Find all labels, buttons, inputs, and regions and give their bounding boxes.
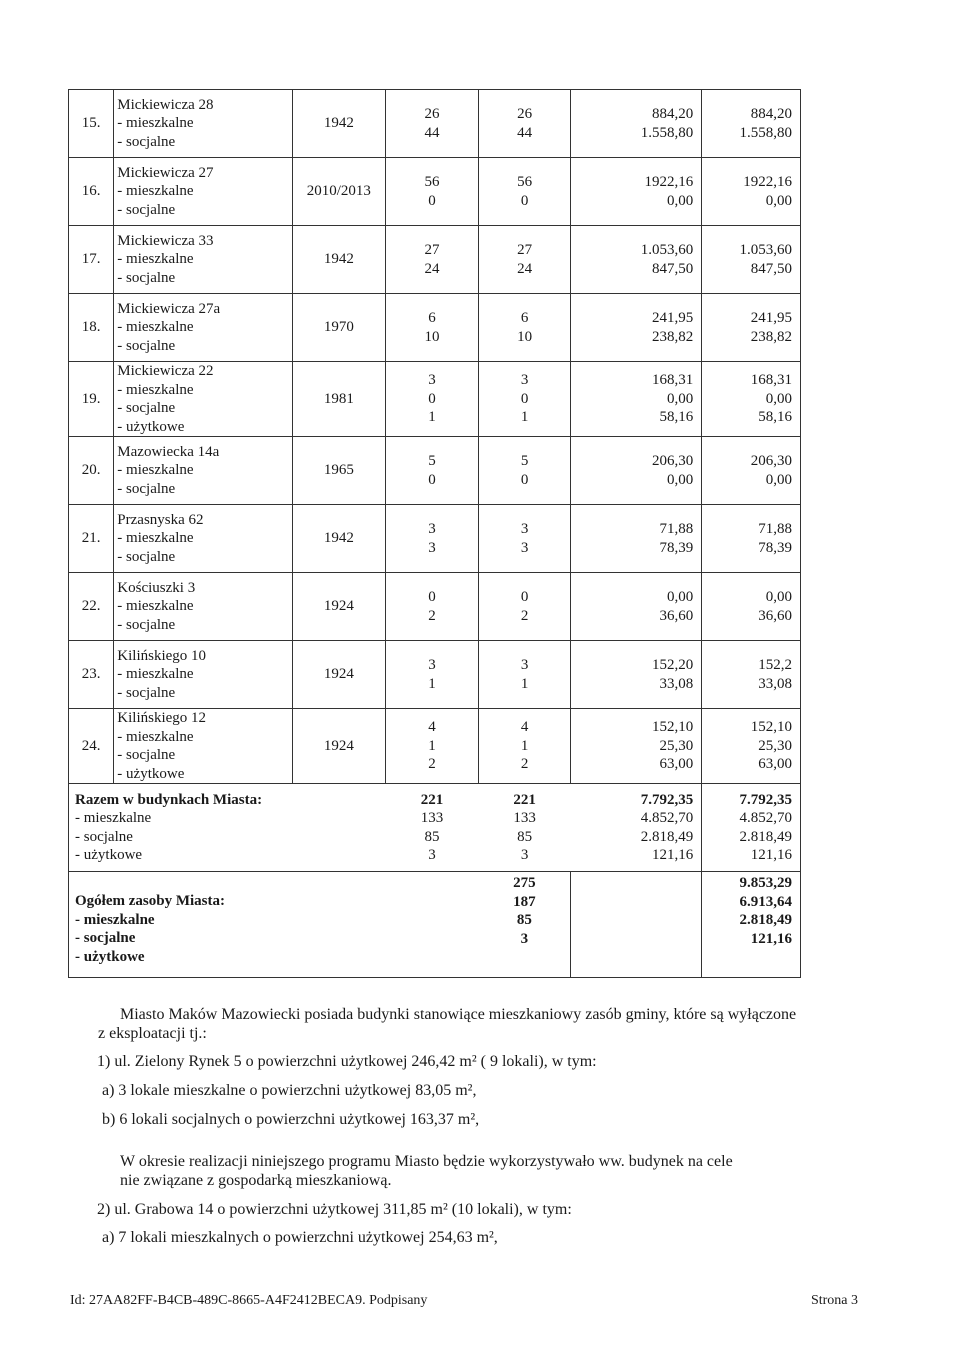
cell-line: 7.792,35 [640, 791, 694, 808]
cell-line: - socjalne [117, 616, 176, 633]
cell-line: 71,88 [659, 521, 694, 537]
cell-line: 1 [520, 675, 529, 692]
table-row [69, 437, 801, 505]
cell-line: - użytkowe [117, 765, 185, 782]
cell-line: 3 [520, 372, 529, 389]
units-count-2 [478, 573, 571, 641]
row-number: 19. [69, 362, 114, 437]
build-year: 1942 [292, 90, 386, 158]
housing-table [68, 89, 801, 978]
cell-line: Mickiewicza 27a [117, 300, 221, 317]
area [571, 226, 702, 294]
cell-line: - mieszkalne [117, 666, 194, 683]
total-item: - socjalne [75, 930, 136, 946]
area [571, 573, 702, 641]
cell-line: 26 [517, 106, 533, 122]
housing-table-body [69, 90, 801, 978]
cell-line: 884,20 [750, 106, 792, 122]
list-item-1a: a) 3 lokale mieszkalne o powierzchni użytkowej 83,05 m², [102, 1082, 477, 1099]
cell-line: - mieszkalne [117, 183, 194, 200]
cell-line: 0 [428, 192, 436, 209]
cell-line: 24 [424, 260, 440, 277]
units-count-2 [478, 90, 571, 158]
cell-line: 133 [420, 810, 444, 826]
cell-line: - użytkowe [117, 418, 185, 435]
cell-line: 0 [428, 471, 436, 488]
units-count [386, 362, 479, 437]
cell-line: 1 [520, 409, 529, 426]
summary-area-2 [702, 784, 801, 872]
cell-line: 0,00 [765, 192, 792, 209]
cell-line: 71,88 [758, 521, 792, 537]
cell-line: 1 [428, 737, 436, 754]
area-2 [702, 226, 801, 294]
paragraph-note [120, 1152, 868, 1190]
total-title: Ogółem zasoby Miasta: [75, 893, 225, 909]
units-count-2 [478, 437, 571, 505]
paragraph-intro-line2: z eksploatacji tj.: [98, 1025, 207, 1042]
summary-units-2 [478, 784, 571, 872]
building-name [114, 226, 292, 294]
units-count [386, 505, 479, 573]
cell-line: 27 [424, 242, 440, 258]
build-year: 1981 [292, 362, 386, 437]
build-year: 1924 [292, 709, 386, 784]
units-count-2 [478, 709, 571, 784]
area-2 [702, 505, 801, 573]
building-name [114, 709, 292, 784]
cell-line: 847,50 [652, 260, 694, 277]
table-row [69, 641, 801, 709]
cell-line: 3 [520, 521, 529, 537]
cell-line: - socjalne [117, 480, 176, 497]
build-year: 1924 [292, 573, 386, 641]
cell-line: - mieszkalne [117, 319, 194, 336]
cell-line: 0,00 [667, 192, 694, 209]
cell-line: 221 [420, 791, 444, 808]
table-row [69, 90, 801, 158]
build-year: 1970 [292, 294, 386, 362]
cell-line: 33,08 [659, 675, 694, 692]
row-number: 20. [69, 437, 114, 505]
area [571, 362, 702, 437]
cell-line: 6 [520, 310, 529, 326]
page-number: Strona 3 [810, 1293, 858, 1308]
table-row [69, 362, 801, 437]
cell-line: 0,00 [765, 390, 792, 407]
cell-line: 3 [428, 657, 436, 673]
cell-line: 3 [428, 372, 436, 389]
units-count [386, 226, 479, 294]
table-row [69, 158, 801, 226]
total-area-empty [571, 872, 702, 978]
area [571, 505, 702, 573]
cell-line: 121,16 [750, 847, 792, 863]
cell-line: 58,16 [758, 409, 792, 426]
cell-line: - mieszkalne [117, 462, 194, 479]
cell-line: - mieszkalne [117, 115, 194, 132]
cell-line: 187 [513, 893, 536, 910]
cell-line: 2 [428, 756, 436, 773]
cell-line: 10 [517, 328, 533, 345]
cell-line: 1 [428, 675, 436, 692]
units-count-2 [478, 294, 571, 362]
cell-line: 1922,16 [644, 174, 694, 190]
cell-line: 0,00 [765, 471, 792, 488]
cell-line: - socjalne [117, 400, 176, 416]
cell-line: Kilińskiego 10 [117, 647, 207, 664]
units-count [386, 294, 479, 362]
cell-line: 4 [428, 719, 436, 736]
document-id: Id: 27AA82FF-B4CB-489C-8665-A4F2412BECA9. Podpisany [70, 1293, 428, 1308]
cell-line: 36,60 [758, 607, 792, 624]
row-number: 17. [69, 226, 114, 294]
cell-line: 0 [520, 192, 529, 209]
building-name [114, 294, 292, 362]
row-number: 18. [69, 294, 114, 362]
cell-line: 0 [520, 589, 529, 605]
row-number: 21. [69, 505, 114, 573]
row-number: 22. [69, 573, 114, 641]
area [571, 709, 702, 784]
cell-line: 0,00 [667, 589, 694, 605]
cell-line: 3 [520, 930, 529, 947]
cell-line: 1 [428, 409, 436, 426]
list-item-1b: b) 6 lokali socjalnych o powierzchni użytkowej 163,37 m², [102, 1111, 480, 1128]
cell-line: Kilińskiego 12 [117, 710, 207, 726]
cell-line: 33,08 [758, 675, 792, 692]
cell-line: 3 [520, 657, 529, 673]
row-number: 24. [69, 709, 114, 784]
cell-line: Kościuszki 3 [117, 579, 196, 596]
cell-line: 2 [520, 607, 529, 624]
units-count [386, 437, 479, 505]
summary-row-city-buildings [69, 784, 801, 872]
area [571, 641, 702, 709]
cell-line: 1 [520, 737, 529, 754]
cell-line: 1.053,60 [739, 242, 792, 258]
table-row [69, 709, 801, 784]
cell-line: 44 [517, 124, 533, 141]
cell-line: - mieszkalne [117, 381, 194, 398]
row-number: 23. [69, 641, 114, 709]
cell-line: 133 [513, 810, 536, 826]
table-row [69, 294, 801, 362]
area [571, 90, 702, 158]
units-count [386, 90, 479, 158]
cell-line: - socjalne [117, 747, 176, 763]
cell-line: 3 [428, 847, 436, 863]
table-row [69, 573, 801, 641]
build-year: 1942 [292, 226, 386, 294]
units-count-2 [478, 226, 571, 294]
cell-line: 238,82 [750, 328, 792, 345]
cell-line: Mazowiecka 14a [117, 443, 220, 460]
cell-line: - mieszkalne [117, 598, 194, 615]
cell-line: 0 [520, 471, 529, 488]
cell-line: - socjalne [117, 269, 176, 286]
building-name [114, 158, 292, 226]
cell-line: 0 [520, 390, 529, 407]
cell-line: 56 [424, 174, 440, 190]
units-count-2 [478, 641, 571, 709]
cell-line: 847,50 [750, 260, 792, 277]
cell-line: 121,16 [750, 930, 792, 947]
cell-line: - mieszkalne [75, 810, 152, 826]
cell-line: 3 [520, 847, 529, 863]
cell-line: 1.558,80 [739, 124, 792, 141]
cell-line: - socjalne [75, 828, 133, 845]
units-count-2 [478, 505, 571, 573]
area [571, 294, 702, 362]
cell-line: - użytkowe [75, 847, 143, 863]
cell-line: 4.852,70 [640, 810, 694, 826]
units-count [386, 709, 479, 784]
cell-line: 26 [424, 106, 440, 122]
summary-title: Razem w budynkach Miasta: [75, 791, 263, 808]
area [571, 158, 702, 226]
area-2 [702, 158, 801, 226]
cell-line: 0,00 [667, 471, 694, 488]
units-count-2 [478, 362, 571, 437]
cell-line: 3 [428, 521, 436, 537]
cell-line: - socjalne [117, 684, 176, 701]
units-count [386, 641, 479, 709]
cell-line: - socjalne [117, 337, 176, 354]
cell-line: 58,16 [659, 409, 694, 426]
cell-line: 56 [517, 174, 533, 190]
building-name [114, 90, 292, 158]
cell-line: Mickiewicza 27 [117, 164, 214, 181]
cell-line: 152,20 [652, 657, 694, 673]
table-row [69, 505, 801, 573]
cell-line: 44 [424, 124, 440, 141]
cell-line: Mickiewicza 22 [117, 363, 214, 379]
cell-line: 85 [516, 912, 532, 928]
summary-area [571, 784, 702, 872]
area-2 [702, 641, 801, 709]
cell-line: - socjalne [117, 548, 176, 565]
cell-line: 2 [520, 756, 529, 773]
area-2 [702, 90, 801, 158]
cell-line: 24 [517, 260, 533, 277]
building-name [114, 362, 292, 437]
cell-line: 206,30 [750, 453, 792, 469]
list-item-2: 2) ul. Grabowa 14 o powierzchni użytkowej 311,85 m² (10 lokali), w tym: [97, 1201, 572, 1218]
cell-line: 3 [428, 539, 436, 556]
build-year: 2010/2013 [292, 158, 386, 226]
summary-units [386, 784, 479, 872]
paragraph-intro [98, 1005, 880, 1043]
units-count [386, 158, 479, 226]
cell-line: 2.818,49 [739, 912, 792, 928]
cell-line: 121,16 [652, 847, 694, 863]
cell-line: 1.053,60 [640, 242, 694, 258]
building-name [114, 437, 292, 505]
build-year: 1924 [292, 641, 386, 709]
building-name [114, 573, 292, 641]
cell-line: 27 [517, 242, 533, 258]
cell-line: - mieszkalne [117, 251, 194, 268]
cell-line: Mickiewicza 28 [117, 96, 214, 113]
cell-line: Mickiewicza 33 [117, 232, 214, 249]
cell-line: 85 [424, 828, 440, 845]
building-name [114, 505, 292, 573]
cell-line: - mieszkalne [117, 530, 194, 547]
cell-line: 238,82 [652, 328, 694, 345]
area-2 [702, 362, 801, 437]
cell-line: 7.792,35 [739, 791, 792, 808]
cell-line: 2.818,49 [739, 828, 792, 845]
cell-line: 1922,16 [743, 174, 792, 190]
cell-line: 5 [520, 453, 529, 469]
cell-line: - socjalne [117, 201, 176, 218]
cell-line: 1.558,80 [640, 124, 694, 141]
build-year: 1942 [292, 505, 386, 573]
cell-line: 168,31 [750, 372, 792, 389]
area-2 [702, 437, 801, 505]
cell-line: 25,30 [758, 737, 792, 754]
paragraph-note-line2: nie związane z gospodarką mieszkaniową. [120, 1172, 392, 1189]
list-item-1: 1) ul. Zielony Rynek 5 o powierzchni użytkowej 246,42 m² ( 9 lokali), w tym: [97, 1053, 597, 1070]
cell-line: 6.913,64 [739, 893, 792, 910]
cell-line: - socjalne [117, 133, 176, 150]
cell-line: 152,10 [652, 719, 694, 736]
units-count [386, 573, 479, 641]
table-row [69, 226, 801, 294]
area-2 [702, 294, 801, 362]
area-2 [702, 709, 801, 784]
area [571, 437, 702, 505]
total-item: - mieszkalne [75, 911, 155, 928]
paragraph-intro-line1: Miasto Maków Mazowiecki posiada budynki stanowiące mieszkaniowy zasób gminy, które są wyłączone [120, 1006, 797, 1023]
cell-line: 168,31 [652, 372, 694, 389]
cell-line: 206,30 [652, 453, 694, 469]
building-name [114, 641, 292, 709]
cell-line: 4 [520, 719, 529, 736]
cell-line: 221 [513, 791, 536, 808]
cell-line: 4.852,70 [739, 810, 792, 826]
summary-row-total-resources [69, 872, 801, 978]
area-2 [702, 573, 801, 641]
row-number: 15. [69, 90, 114, 158]
cell-line: 78,39 [758, 539, 792, 556]
cell-line: Przasnyska 62 [117, 511, 204, 528]
cell-line: 241,95 [652, 310, 694, 326]
cell-line: 10 [424, 328, 440, 345]
cell-line: 9.853,29 [739, 875, 792, 891]
units-count-2 [478, 158, 571, 226]
total-units [478, 872, 571, 978]
list-item-2a: a) 7 lokali mieszkalnych o powierzchni użytkowej 254,63 m², [102, 1229, 498, 1246]
cell-line: 2 [428, 607, 436, 624]
cell-line: 0,00 [765, 589, 792, 605]
paragraph-note-line1: W okresie realizacji niniejszego programu Miasto będzie wykorzystywało ww. budynek na cele [120, 1153, 733, 1170]
cell-line: - mieszkalne [117, 728, 194, 745]
cell-line: 884,20 [652, 106, 694, 122]
cell-line: 85 [517, 828, 533, 845]
build-year: 1965 [292, 437, 386, 505]
total-item: - użytkowe [75, 948, 145, 965]
row-number: 16. [69, 158, 114, 226]
cell-line: 36,60 [659, 607, 694, 624]
cell-line: 25,30 [659, 737, 694, 754]
total-area [702, 872, 801, 978]
cell-line: 78,39 [659, 539, 694, 556]
cell-line: 152,10 [750, 719, 792, 736]
cell-line: 0 [428, 390, 436, 407]
cell-line: 0 [428, 589, 436, 605]
cell-line: 0,00 [667, 390, 694, 407]
cell-line: 63,00 [659, 756, 694, 773]
total-label-cell [69, 872, 479, 978]
cell-line: 6 [428, 310, 436, 326]
cell-line: 241,95 [750, 310, 792, 326]
cell-line: 63,00 [758, 756, 792, 773]
cell-line: 3 [520, 539, 529, 556]
cell-line: 152,2 [758, 657, 792, 673]
cell-line: 2.818,49 [640, 828, 694, 845]
summary-label-cell [69, 784, 386, 872]
cell-line: 5 [428, 453, 436, 469]
cell-line: 275 [513, 875, 536, 891]
